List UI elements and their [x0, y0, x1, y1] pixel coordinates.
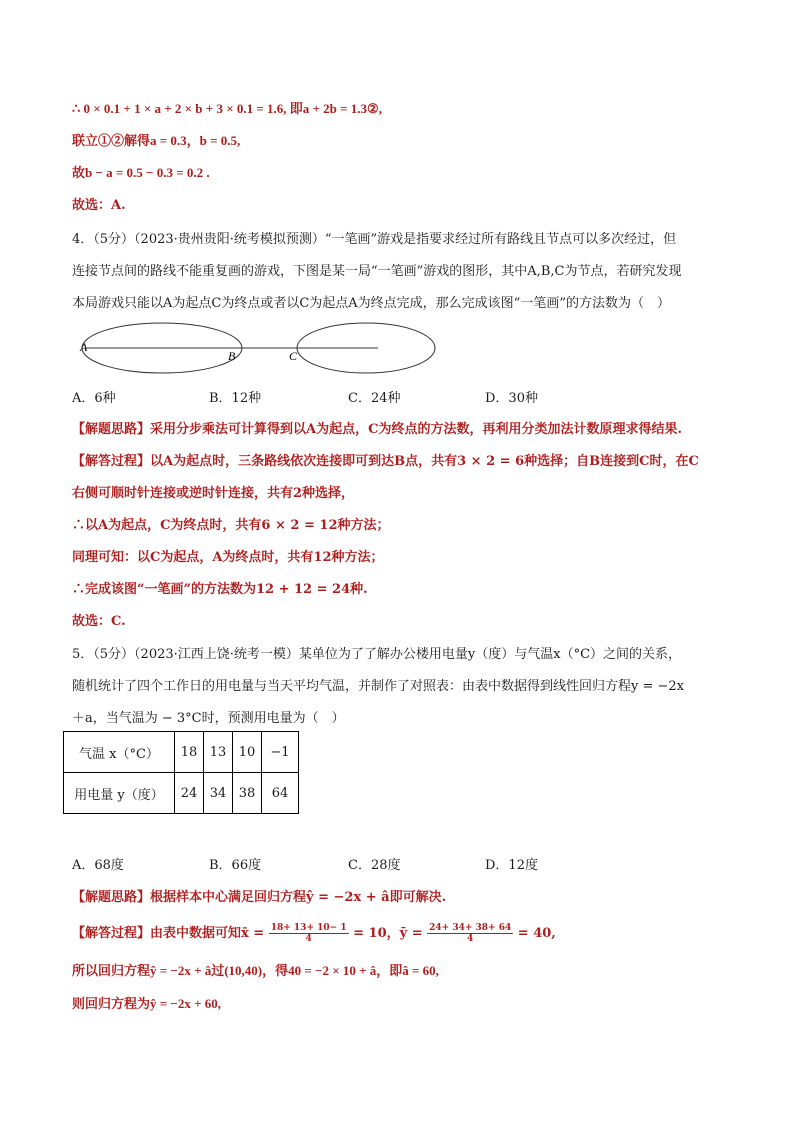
q5-process-line-1	[72, 923, 556, 944]
q5-process-tag: 【解答过程】	[72, 926, 151, 941]
q4-process-line-3: ∴以A为起点，C为终点时，共有6 × 2 = 12种方法；	[72, 518, 390, 533]
q4-process-line-5: ∴完成该图“一笔画”的方法数为12 + 12 = 24种.	[72, 582, 368, 597]
table-cell: 34	[204, 773, 233, 814]
temperature-power-table	[63, 731, 299, 814]
q5-stem-line-3: ＋a，当气温为 − 3°C时，预测用电量为（ ）	[72, 711, 345, 726]
q5-idea-text: 根据样本中心满足回归方程ŷ = −2x + â即可解决.	[150, 890, 447, 905]
table-cell: 64	[262, 773, 299, 814]
q5-idea	[72, 888, 446, 908]
q4-answer: 故选：C.	[72, 614, 126, 629]
q4-process-line-4: 同理可知：以C为起点，A为终点时，共有12种方法；	[72, 550, 384, 565]
node-b-label: B	[228, 349, 236, 363]
q4-option-a[interactable]: A．6种	[72, 391, 116, 406]
fraction-denominator: 4	[305, 934, 312, 944]
q4-process-line-1	[72, 452, 699, 472]
q4-stem-line-2: 连接节点间的路线不能重复画的游戏，下图是某一局“一笔画”游戏的图形，其中A,B,C为节点，若研究发现	[72, 264, 682, 279]
q4-process-tag: 【解答过程】	[72, 454, 151, 469]
table-cell: 38	[233, 773, 262, 814]
prev-answer: 故选：A.	[72, 198, 126, 213]
node-c-label: C	[289, 349, 298, 363]
q5-option-a[interactable]: A．68度	[72, 858, 124, 873]
node-a-label: A	[80, 340, 88, 354]
q5-stem-line-2: 随机统计了四个工作日的用电量与当天平均气温，并制作了对照表：由表中数据得到线性回归方程y = −2x	[72, 679, 684, 694]
q5-idea-tag: 【解题思路】	[72, 890, 151, 905]
fraction-x-mean	[269, 923, 349, 944]
q4-stem-line-3: 本局游戏只能以A为起点C为终点或者以C为起点A为终点完成，那么完成该图“一笔画”的方法数为（ ）	[72, 296, 670, 311]
prev-line-2: 联立①②解得a = 0.3，b = 0.5,	[72, 133, 241, 148]
q5-option-d[interactable]: D．12度	[485, 858, 538, 873]
q5-process-mid: = 10，ȳ =	[348, 926, 428, 941]
q4-idea-text: 采用分步乘法可计算得到以A为起点，C为终点的方法数，再利用分类加法计数原理求得结果.	[150, 422, 682, 437]
table-row	[64, 732, 299, 773]
table-cell: 18	[175, 732, 204, 773]
q4-process-text-1: 以A为起点时，三条路线依次连接即可到达B点，共有3 × 2 = 6种选择；自B连接到C时，在C	[150, 454, 699, 469]
q4-process-line-2: 右侧可顺时针连接或逆时针连接，共有2种选择，	[72, 486, 355, 501]
fraction-numerator: 24+ 34+ 38+ 64	[429, 923, 512, 933]
table-row	[64, 773, 299, 814]
q4-option-d[interactable]: D．30种	[485, 391, 538, 406]
table-cell: 13	[204, 732, 233, 773]
q4-idea	[72, 420, 682, 440]
q5-option-c[interactable]: C．28度	[348, 858, 401, 873]
q4-option-c[interactable]: C．24种	[348, 391, 401, 406]
q4-option-b[interactable]: B．12种	[209, 391, 262, 406]
fraction-y-mean	[427, 923, 513, 944]
q4-stem-line-1: 4．（5分）（2023·贵州贵阳·统考模拟预测）“一笔画”游戏是指要求经过所有路线且节点可以多次经过，但	[72, 232, 677, 247]
fraction-denominator: 4	[467, 934, 474, 944]
prev-line-3: 故b − a = 0.5 − 0.3 = 0.2 .	[72, 165, 210, 180]
q5-stem-line-1: 5．（5分）（2023·江西上饶·统考一模）某单位为了了解办公楼用电量y（度）与气温x（°C）之间的关系，	[72, 647, 682, 662]
q5-process-line-2: 所以回归方程ŷ = −2x + â过(10,40)，得40 = −2 × 10 + â，即â = 60,	[72, 963, 439, 978]
q5-option-b[interactable]: B．66度	[209, 858, 262, 873]
table-row-label: 气温 x（°C）	[64, 732, 175, 773]
q5-process-line-3: 则回归方程为ŷ = −2x + 60,	[72, 996, 221, 1011]
prev-line-1: ∴ 0 × 0.1 + 1 × a + 2 × b + 3 × 0.1 = 1.6, 即a + 2b = 1.3②,	[72, 101, 382, 116]
q5-process-post: = 40,	[513, 926, 556, 941]
one-stroke-diagram	[78, 318, 448, 378]
table-cell: −1	[262, 732, 299, 773]
table-cell: 10	[233, 732, 262, 773]
q5-process-pre: 由表中数据可知x̄ =	[150, 926, 269, 941]
table-cell: 24	[175, 773, 204, 814]
q4-idea-tag: 【解题思路】	[72, 422, 151, 437]
table-row-label: 用电量 y（度）	[64, 773, 175, 814]
fraction-numerator: 18+ 13+ 10− 1	[270, 923, 347, 933]
